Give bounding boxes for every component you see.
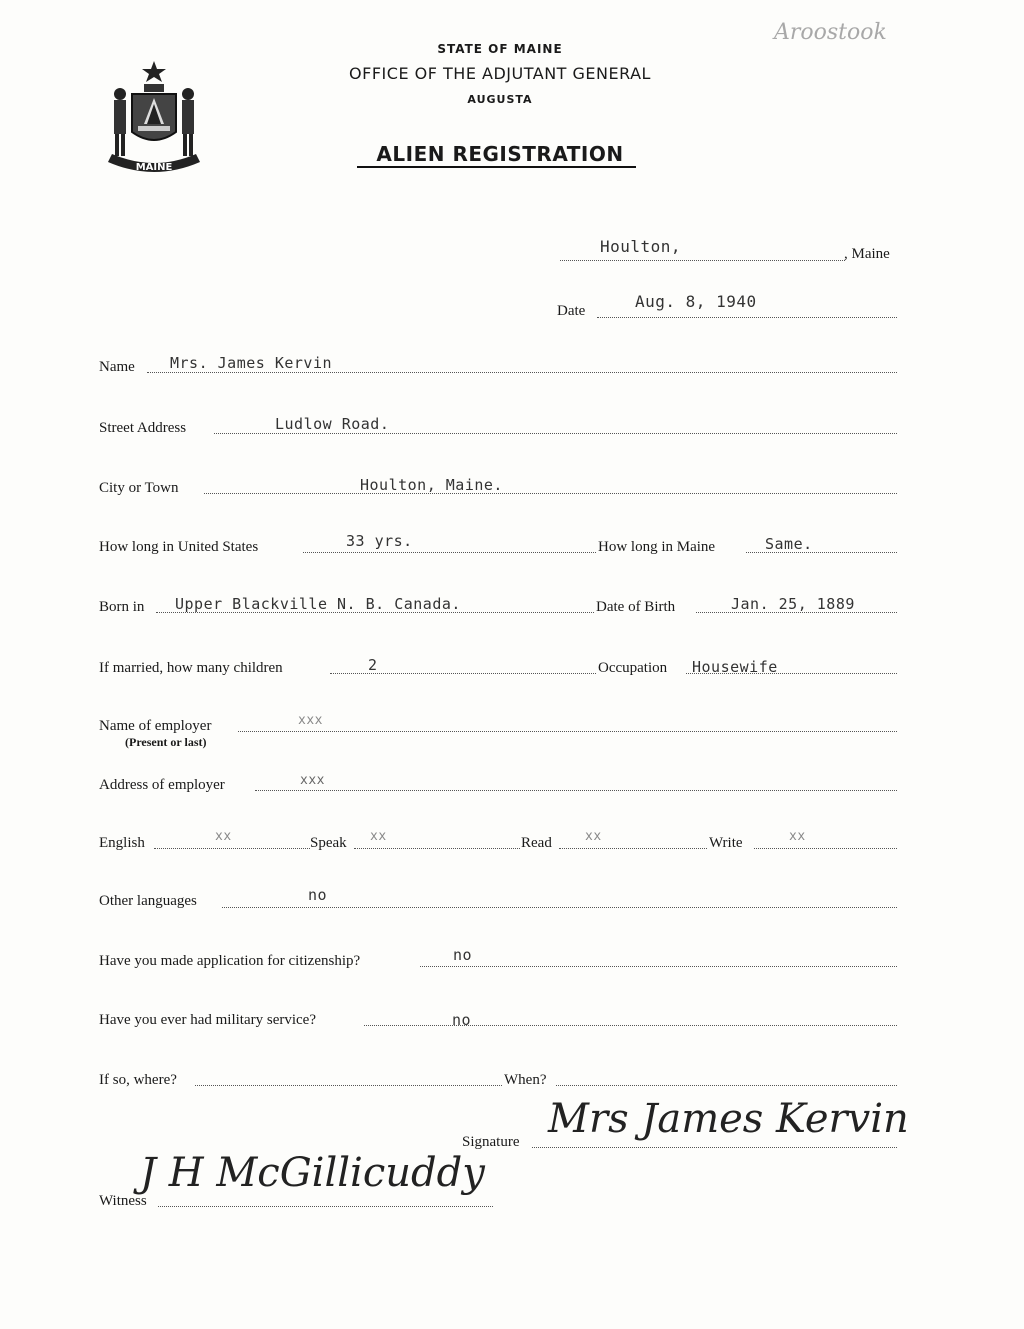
dob-value: Jan. 25, 1889 bbox=[731, 595, 855, 613]
employer-sublabel: (Present or last) bbox=[125, 735, 207, 749]
signature-value: Mrs James Kervin bbox=[548, 1096, 909, 1142]
office-heading: OFFICE OF THE ADJUTANT GENERAL bbox=[349, 64, 651, 83]
other-languages-value: no bbox=[308, 886, 328, 904]
write-line bbox=[754, 848, 897, 849]
seal-banner-text: MAINE bbox=[135, 162, 173, 173]
signature-line bbox=[532, 1147, 897, 1148]
read-line bbox=[559, 848, 707, 849]
dob-label: Date of Birth bbox=[596, 599, 676, 615]
military-label: Have you ever had military service? bbox=[99, 1012, 316, 1028]
state-seal bbox=[100, 58, 208, 180]
witness-line bbox=[158, 1206, 493, 1207]
employer-address-label: Address of employer bbox=[99, 777, 225, 793]
where-line bbox=[195, 1085, 502, 1086]
how-long-us-label: How long in United States bbox=[99, 539, 259, 555]
other-languages-label: Other languages bbox=[99, 893, 197, 909]
born-in-label: Born in bbox=[99, 599, 145, 615]
employer-line bbox=[238, 731, 897, 732]
where-label: If so, where? bbox=[99, 1072, 177, 1088]
place-value: Houlton, bbox=[600, 237, 682, 256]
place-line bbox=[560, 260, 845, 261]
how-long-us-value: 33 yrs. bbox=[346, 532, 413, 550]
employer-label: Name of employer bbox=[99, 718, 212, 734]
other-languages-line bbox=[222, 907, 897, 908]
state-heading: STATE OF MAINE bbox=[437, 42, 563, 56]
street-label: Street Address bbox=[99, 420, 187, 436]
when-line bbox=[556, 1085, 897, 1086]
how-long-us-line bbox=[303, 552, 596, 553]
how-long-maine-value: Same. bbox=[765, 535, 813, 553]
employer-address-line bbox=[255, 790, 897, 791]
speak-value: xx bbox=[370, 829, 387, 844]
how-long-maine-label: How long in Maine bbox=[598, 539, 716, 555]
page-title: ALIEN REGISTRATION bbox=[376, 142, 624, 166]
born-in-value: Upper Blackville N. B. Canada. bbox=[175, 595, 461, 613]
citizenship-value: no bbox=[453, 946, 473, 964]
date-label: Date bbox=[557, 303, 586, 319]
military-value: no bbox=[452, 1011, 472, 1029]
county-note: Aroostook bbox=[774, 20, 887, 45]
read-label: Read bbox=[521, 835, 552, 851]
speak-line bbox=[354, 848, 520, 849]
when-label: When? bbox=[504, 1072, 547, 1088]
military-line bbox=[364, 1025, 897, 1026]
name-label: Name bbox=[99, 359, 135, 375]
english-value: xx bbox=[215, 829, 232, 844]
city-label: City or Town bbox=[99, 480, 179, 496]
occupation-value: Housewife bbox=[692, 658, 778, 676]
city-value: Houlton, Maine. bbox=[360, 476, 503, 494]
english-line bbox=[154, 848, 310, 849]
english-label: English bbox=[99, 835, 145, 851]
children-label: If married, how many children bbox=[99, 660, 283, 676]
write-value: xx bbox=[789, 829, 806, 844]
write-label: Write bbox=[709, 835, 743, 851]
citizenship-line bbox=[420, 966, 897, 967]
name-value: Mrs. James Kervin bbox=[170, 354, 333, 372]
date-value: Aug. 8, 1940 bbox=[635, 292, 757, 311]
citizenship-label: Have you made application for citizenship? bbox=[99, 953, 361, 969]
speak-label: Speak bbox=[310, 835, 347, 851]
children-value: 2 bbox=[368, 656, 378, 674]
signature-label: Signature bbox=[462, 1134, 520, 1150]
read-value: xx bbox=[585, 829, 602, 844]
city-heading: AUGUSTA bbox=[467, 93, 533, 106]
street-line bbox=[214, 433, 897, 434]
occupation-label: Occupation bbox=[598, 660, 668, 676]
witness-label: Witness bbox=[99, 1193, 147, 1209]
date-line bbox=[597, 317, 897, 318]
place-suffix: , Maine bbox=[844, 246, 890, 262]
employer-address-value: xxx bbox=[300, 773, 325, 788]
street-value: Ludlow Road. bbox=[275, 415, 390, 433]
employer-value: xxx bbox=[298, 713, 323, 728]
city-line bbox=[204, 493, 897, 494]
witness-value: J H McGillicuddy bbox=[140, 1150, 485, 1196]
name-line bbox=[147, 372, 897, 373]
title-underline bbox=[357, 166, 636, 168]
